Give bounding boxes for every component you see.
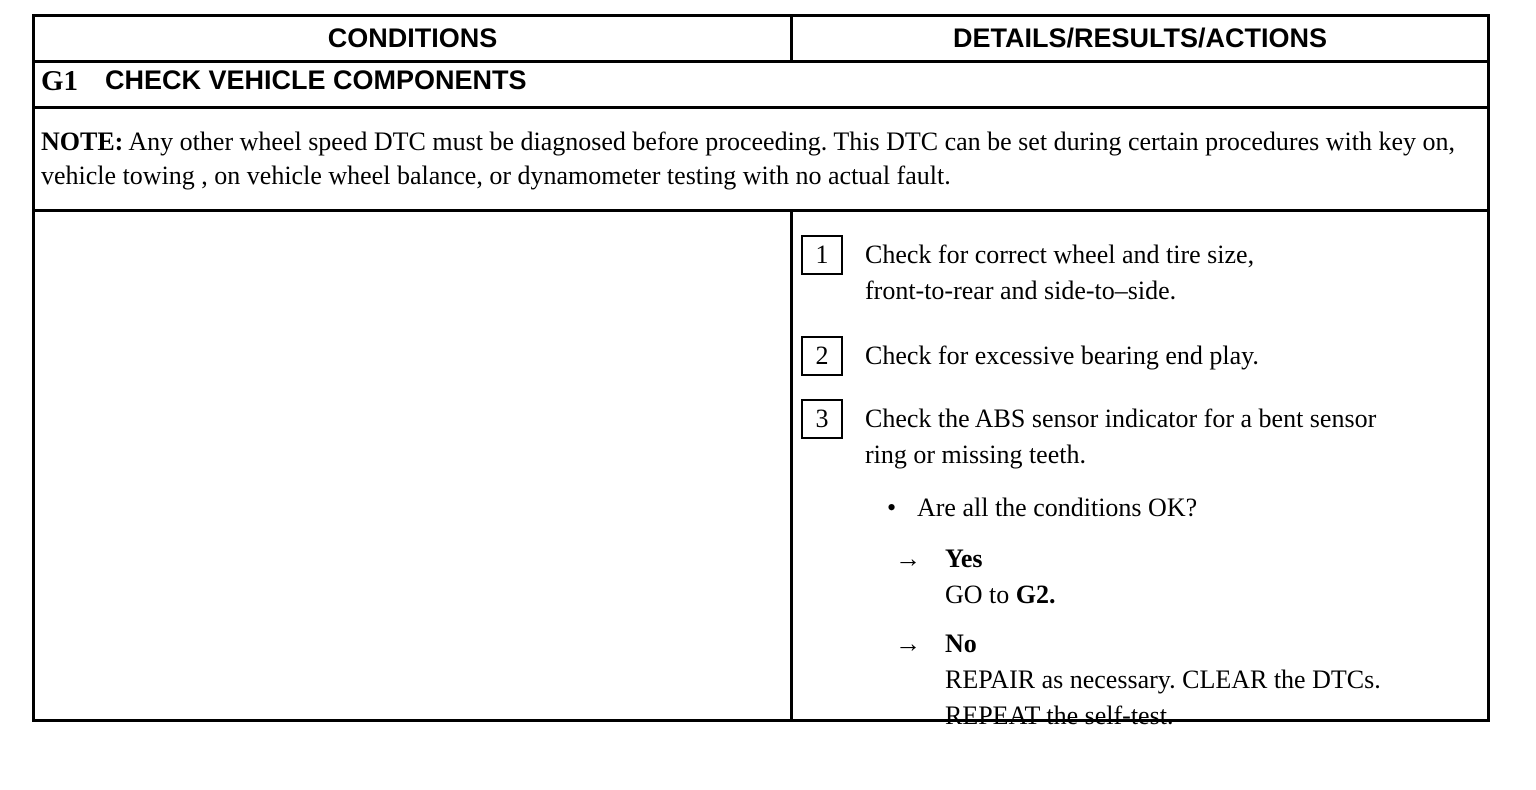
right-arrow-icon: → [895, 544, 921, 573]
section-title-row [35, 63, 1487, 109]
step-text-line: front-to-rear and side-to–side. [865, 276, 1177, 305]
section-title: CHECK VEHICLE COMPONENTS [105, 65, 527, 95]
step-text-line: Check the ABS sensor indicator for a bent sensor [865, 404, 1377, 433]
answer-yes-label: Yes [945, 544, 983, 573]
action-target-link[interactable]: G2. [1015, 580, 1056, 609]
answer-yes-action [945, 577, 1485, 613]
answer-no-label: No [945, 629, 977, 658]
note-text: Any other wheel speed DTC must be diagnosed before proceeding. This DTC can be set during certain procedures with key on, vehicle towing , on vehicle wheel balance, or dynamometer testing with no actual fault. [41, 127, 1455, 190]
action-line: REPEAT the self-test. [945, 701, 1174, 730]
step-text-line: Check for excessive bearing end play. [865, 341, 1259, 370]
answer-no-action [945, 662, 1485, 734]
action-prefix: GO to [945, 580, 1016, 609]
conditions-header: CONDITIONS [327, 23, 498, 53]
details-cell [793, 212, 1487, 730]
step-text [865, 338, 1485, 374]
question-text: Are all the conditions OK? [917, 493, 1198, 522]
section-number: G1 [41, 65, 79, 97]
question [887, 490, 1197, 526]
note-row [35, 109, 1487, 212]
details-header: DETAILS/RESULTS/ACTIONS [952, 23, 1327, 53]
action-line: REPAIR as necessary. CLEAR the DTCs. [945, 665, 1381, 694]
step-text-line: Check for correct wheel and tire size, [865, 240, 1255, 269]
diagnostic-table [32, 14, 1490, 730]
step-text-line: ring or missing teeth. [865, 440, 1086, 469]
bullet-icon: • [887, 493, 897, 522]
step-text [865, 237, 1485, 309]
step-number-box: 2 [801, 336, 843, 376]
step-text [865, 401, 1485, 473]
table-header-row [35, 17, 1487, 63]
step-number-box: 1 [801, 235, 843, 275]
note-label: NOTE: [41, 127, 124, 156]
right-arrow-icon: → [895, 629, 921, 658]
note-paragraph [41, 125, 1471, 193]
step-number-box: 3 [801, 399, 843, 439]
